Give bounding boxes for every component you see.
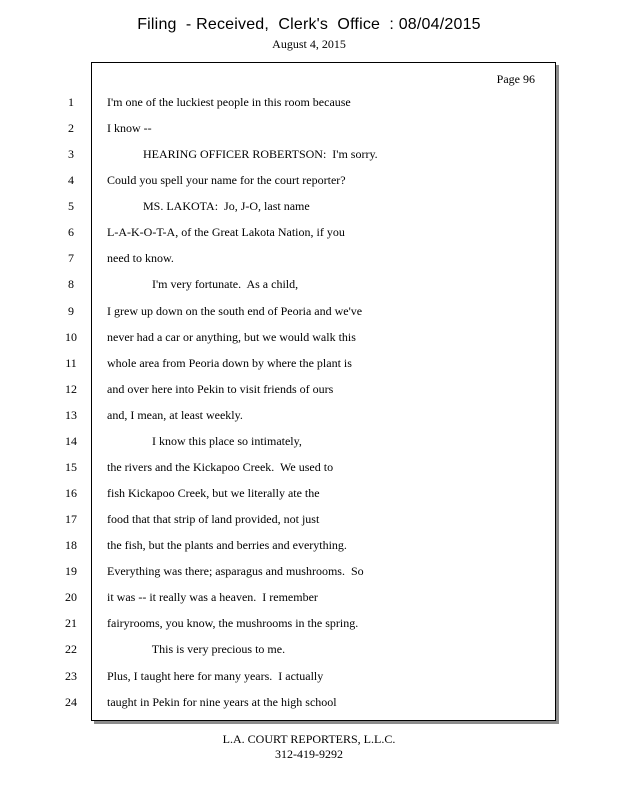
line-number: 24 <box>65 695 77 709</box>
line-number: 6 <box>68 225 74 239</box>
transcript-line-text: I know this place so intimately, <box>107 434 302 448</box>
transcript-line-text: HEARING OFFICER ROBERTSON: I'm sorry. <box>107 147 378 161</box>
line-number: 19 <box>65 564 77 578</box>
line-number: 20 <box>65 590 77 604</box>
line-number: 3 <box>68 147 74 161</box>
transcript-line-text: I know -- <box>107 121 152 135</box>
line-number: 13 <box>65 408 77 422</box>
line-number: 17 <box>65 512 77 526</box>
court-reporter-phone: 312-419-9292 <box>275 747 343 761</box>
transcript-line-text: the rivers and the Kickapoo Creek. We used to <box>107 460 334 474</box>
transcript-line-text: L-A-K-O-T-A, of the Great Lakota Nation, if you <box>107 225 345 239</box>
filing-stamp: Filing - Received, Clerk's Office : 08/04/2015 <box>137 16 481 33</box>
transcript-line-text: MS. LAKOTA: Jo, J-O, last name <box>107 199 310 213</box>
line-number: 7 <box>68 251 74 265</box>
line-number: 10 <box>65 330 77 344</box>
transcript-line-text: This is very precious to me. <box>107 642 286 656</box>
filing-date: August 4, 2015 <box>272 37 346 51</box>
line-number: 16 <box>65 486 77 500</box>
transcript-line-text: Plus, I taught here for many years. I actually <box>107 669 324 683</box>
transcript-line-text: need to know. <box>107 251 174 265</box>
page-number: Page 96 <box>496 72 535 86</box>
transcript-line-text: never had a car or anything, but we would walk this <box>107 330 356 344</box>
transcript-line-text: I'm very fortunate. As a child, <box>107 277 299 291</box>
transcript-line-text: Could you spell your name for the court reporter? <box>107 173 346 187</box>
transcript-line-text: whole area from Peoria down by where the plant is <box>107 356 352 370</box>
transcript-line-text: I grew up down on the south end of Peoria and we've <box>107 304 363 318</box>
line-number: 2 <box>68 121 74 135</box>
line-number: 8 <box>68 277 74 291</box>
line-number: 22 <box>65 642 77 656</box>
line-number: 5 <box>68 199 74 213</box>
transcript-line-text: and, I mean, at least weekly. <box>107 408 243 422</box>
transcript-line-text: the fish, but the plants and berries and everything. <box>107 538 347 552</box>
transcript-line-text: I'm one of the luckiest people in this room because <box>107 95 351 109</box>
line-number: 12 <box>65 382 77 396</box>
transcript-line-text: and over here into Pekin to visit friends of ours <box>107 382 334 396</box>
line-number: 11 <box>65 356 77 370</box>
line-number: 4 <box>68 173 74 187</box>
transcript-line-text: it was -- it really was a heaven. I remember <box>107 590 318 604</box>
line-number: 1 <box>68 95 74 109</box>
line-number: 14 <box>65 434 77 448</box>
line-number: 9 <box>68 304 74 318</box>
line-number: 18 <box>65 538 77 552</box>
transcript-line-text: fish Kickapoo Creek, but we literally ate the <box>107 486 320 500</box>
line-number: 21 <box>65 616 77 630</box>
line-number: 15 <box>65 460 77 474</box>
transcript-line-text: Everything was there; asparagus and mushrooms. So <box>107 564 364 578</box>
transcript-line-text: fairyrooms, you know, the mushrooms in the spring. <box>107 616 359 630</box>
line-number: 23 <box>65 669 77 683</box>
court-reporter-company: L.A. COURT REPORTERS, L.L.C. <box>222 732 396 746</box>
transcript-line-text: taught in Pekin for nine years at the high school <box>107 695 337 709</box>
transcript-line-text: food that that strip of land provided, not just <box>107 512 320 526</box>
